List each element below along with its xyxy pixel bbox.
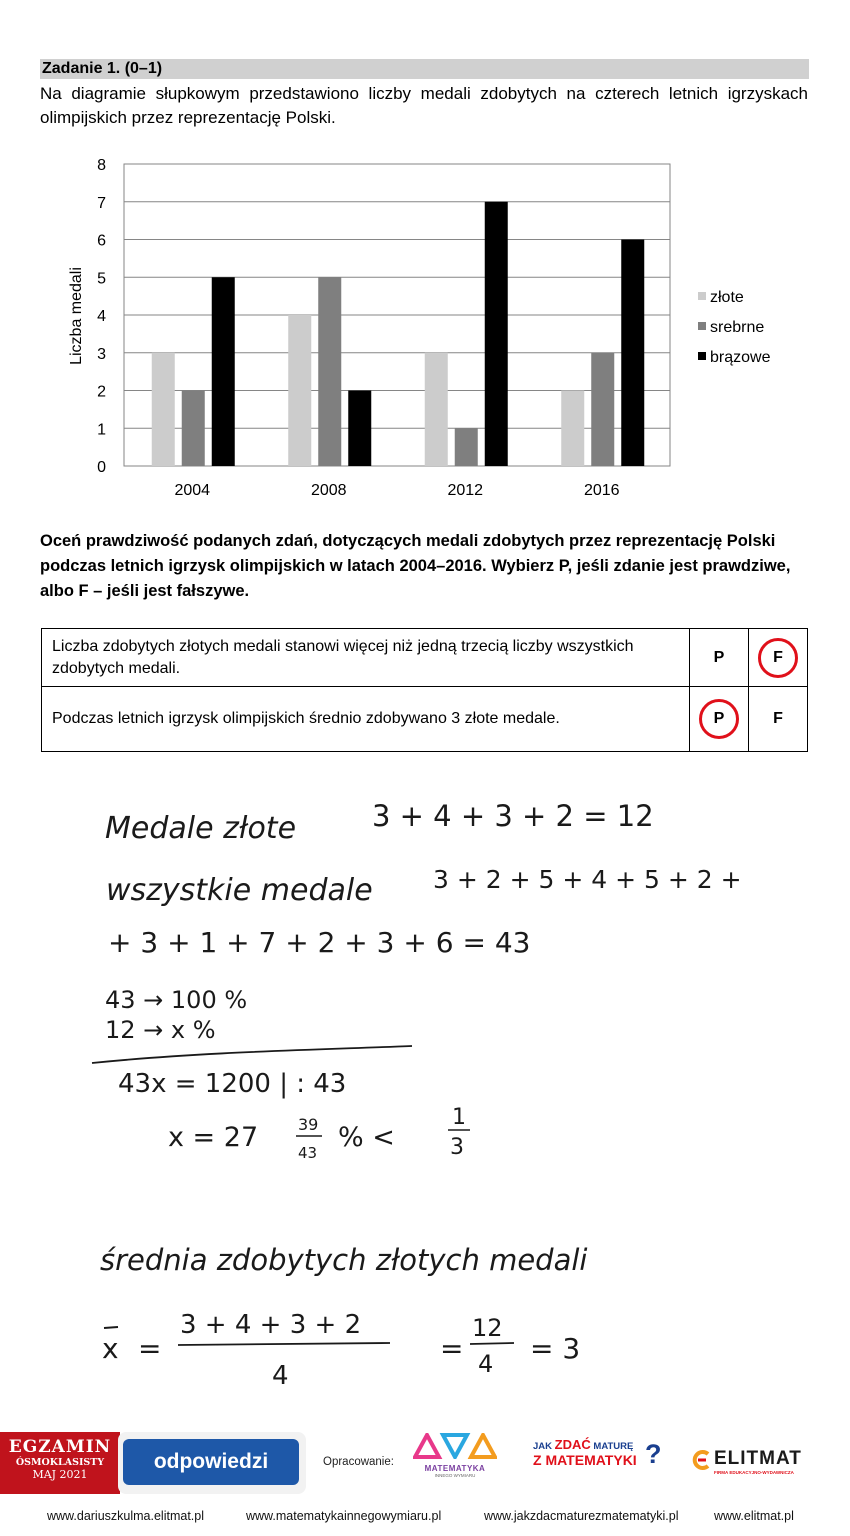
- equation-2-denominator: 43: [298, 1144, 318, 1162]
- prepared-by-label: Opracowanie:: [323, 1456, 394, 1468]
- y-tick-label: 6: [97, 232, 106, 250]
- equation-2-numerator: 39: [298, 1115, 319, 1134]
- bar-2012-1: [455, 428, 478, 466]
- equation-1: 43x = 1200 | : 43: [118, 1069, 347, 1099]
- elitmat-logo[interactable]: [690, 1448, 820, 1478]
- y-tick-label: 0: [97, 459, 106, 476]
- proportion-1: 43 → 100 %: [105, 986, 248, 1014]
- statement-text: Liczba zdobytych złotych medali stanowi więcej niż jedną trzecią liczby wszystkich zdobytych medali.: [42, 629, 690, 687]
- mean-result: = 3: [530, 1332, 581, 1365]
- equation-2-rest: % <: [338, 1122, 395, 1153]
- y-tick-label: 5: [97, 270, 106, 288]
- legend-label: brązowe: [710, 349, 771, 366]
- jak-zdac-logo[interactable]: [533, 1437, 663, 1481]
- bar-2012-0: [425, 353, 448, 466]
- matematyka-logo-text: MATEMATYKA: [424, 1464, 486, 1473]
- bar-2004-2: [212, 277, 235, 466]
- y-tick-label: 1: [97, 421, 106, 439]
- elitmat-swirl-icon: [690, 1448, 712, 1472]
- bar-2008-2: [348, 391, 371, 467]
- bar-2016-0: [561, 391, 584, 467]
- x-tick-label: 2016: [583, 482, 620, 499]
- y-tick-label: 8: [97, 157, 106, 174]
- option-f-label: F: [773, 710, 783, 727]
- question-mark-icon: ?: [645, 1439, 662, 1469]
- badge-subtitle: ÓSMOKLASISTY: [15, 1457, 105, 1468]
- triangles-icon: [413, 1433, 497, 1459]
- proportion-2: 12 → x %: [105, 1016, 216, 1044]
- gold-medals-sum: 3 + 4 + 3 + 2 = 12: [372, 799, 654, 833]
- mean-bar: [104, 1327, 118, 1328]
- statement-row: [42, 629, 808, 687]
- badge-title: EGZAMIN: [8, 1437, 112, 1457]
- x-tick-label: 2008: [310, 482, 347, 499]
- third-denominator: 3: [450, 1135, 464, 1160]
- task-header: Zadanie 1. (0–1): [40, 59, 809, 79]
- medal-bar-chart: [50, 150, 810, 510]
- question-text: Oceń prawdziwość podanych zdań, dotyczących medali zdobytych przez reprezentację Polski podczas letnich igrzysk olimpijskich w latach 2004–2016. Wybierz P, jeśli zdanie jest prawdziwe, albo F – jeśli jest fałszywe.: [40, 532, 791, 600]
- answers-button[interactable]: [118, 1432, 306, 1494]
- legend-swatch: [698, 292, 706, 300]
- gold-medals-label: Medale złote: [105, 811, 297, 846]
- mature-text: MATURĘ: [593, 1441, 634, 1452]
- z-matematyki-text: Z MATEMATYKI: [533, 1452, 637, 1468]
- y-tick-label: 2: [97, 383, 106, 401]
- legend-label: srebrne: [710, 319, 765, 336]
- mean-denominator: 4: [272, 1361, 289, 1391]
- fraction-bar: [178, 1343, 390, 1345]
- link-matematyka[interactable]: www.matematykainnegowymiaru.pl: [246, 1509, 442, 1523]
- all-medals-label: wszystkie medale: [106, 873, 373, 908]
- mean-equals: =: [138, 1332, 162, 1365]
- mean-equals-2: =: [440, 1332, 464, 1365]
- option-f[interactable]: [749, 687, 808, 752]
- equation-2: x = 27: [168, 1122, 259, 1153]
- true-false-table: [41, 628, 808, 752]
- bar-2004-0: [152, 353, 175, 466]
- option-p[interactable]: [690, 687, 749, 752]
- elitmat-logo-text: ELITMAT: [714, 1448, 802, 1469]
- badge-date: MAJ 2021: [32, 1468, 88, 1481]
- legend-swatch: [698, 352, 706, 360]
- option-p-label: P: [713, 648, 725, 666]
- y-tick-label: 4: [97, 308, 106, 325]
- y-tick-label: 7: [97, 194, 106, 212]
- bar-2016-1: [591, 353, 614, 466]
- mean-label: średnia zdobytych złotych medali: [100, 1243, 588, 1277]
- bar-2008-1: [318, 277, 341, 466]
- option-p-label: P: [713, 710, 725, 727]
- footer-links: [0, 1509, 850, 1525]
- all-medals-sum-cont: + 3 + 1 + 7 + 2 + 3 + 6 = 43: [108, 926, 531, 959]
- mean-numerator: 3 + 4 + 3 + 2: [180, 1310, 362, 1340]
- bar-2012-2: [485, 202, 508, 466]
- fraction-bar: [470, 1343, 514, 1344]
- statement-text: Podczas letnich igrzysk olimpijskich średnio zdobywano 3 złote medale.: [42, 687, 690, 752]
- y-axis-label: Liczba medali: [68, 267, 85, 365]
- zdac-text: ZDAĆ: [554, 1437, 591, 1452]
- option-p[interactable]: [690, 629, 749, 687]
- mean-symbol: x: [102, 1332, 119, 1365]
- answers-label: odpowiedzi: [123, 1439, 299, 1485]
- link-jakzdac[interactable]: www.jakzdacmaturezmatematyki.pl: [484, 1509, 679, 1523]
- link-dariuszkulma[interactable]: www.dariuszkulma.elitmat.pl: [47, 1509, 204, 1523]
- y-tick-label: 3: [97, 345, 106, 363]
- proportion-line: [92, 1046, 412, 1063]
- exam-badge: [0, 1432, 120, 1494]
- mean-denominator-2: 4: [478, 1350, 494, 1378]
- task-intro: Na diagramie słupkowym przedstawiono liczby medali zdobytych na czterech letnich igrzyskach olimpijskich przez reprezentację Polski.: [40, 84, 808, 127]
- legend-swatch: [698, 322, 706, 330]
- third-numerator: 1: [452, 1105, 466, 1130]
- all-medals-sum: 3 + 2 + 5 + 4 + 5 + 2 +: [433, 865, 742, 894]
- bar-2016-2: [621, 240, 644, 467]
- bar-2004-1: [182, 391, 205, 467]
- mean-numerator-2: 12: [472, 1314, 503, 1342]
- link-elitmat[interactable]: www.elitmat.pl: [714, 1509, 794, 1523]
- elitmat-logo-sub: FIRMA EDUKACYJNO-WYDAWNICZA: [714, 1470, 794, 1475]
- statement-row: [42, 687, 808, 752]
- option-f-label: F: [773, 648, 783, 666]
- x-tick-label: 2004: [174, 482, 211, 499]
- x-tick-label: 2012: [447, 482, 484, 499]
- jak-text: JAK: [533, 1441, 553, 1452]
- legend-label: złote: [710, 289, 744, 306]
- option-f[interactable]: [749, 629, 808, 687]
- bar-2008-0: [288, 315, 311, 466]
- matematyka-logo-sub: INNEGO WYMIARU: [434, 1473, 476, 1478]
- matematyka-logo[interactable]: [413, 1433, 497, 1483]
- handwritten-solution: [0, 780, 850, 1400]
